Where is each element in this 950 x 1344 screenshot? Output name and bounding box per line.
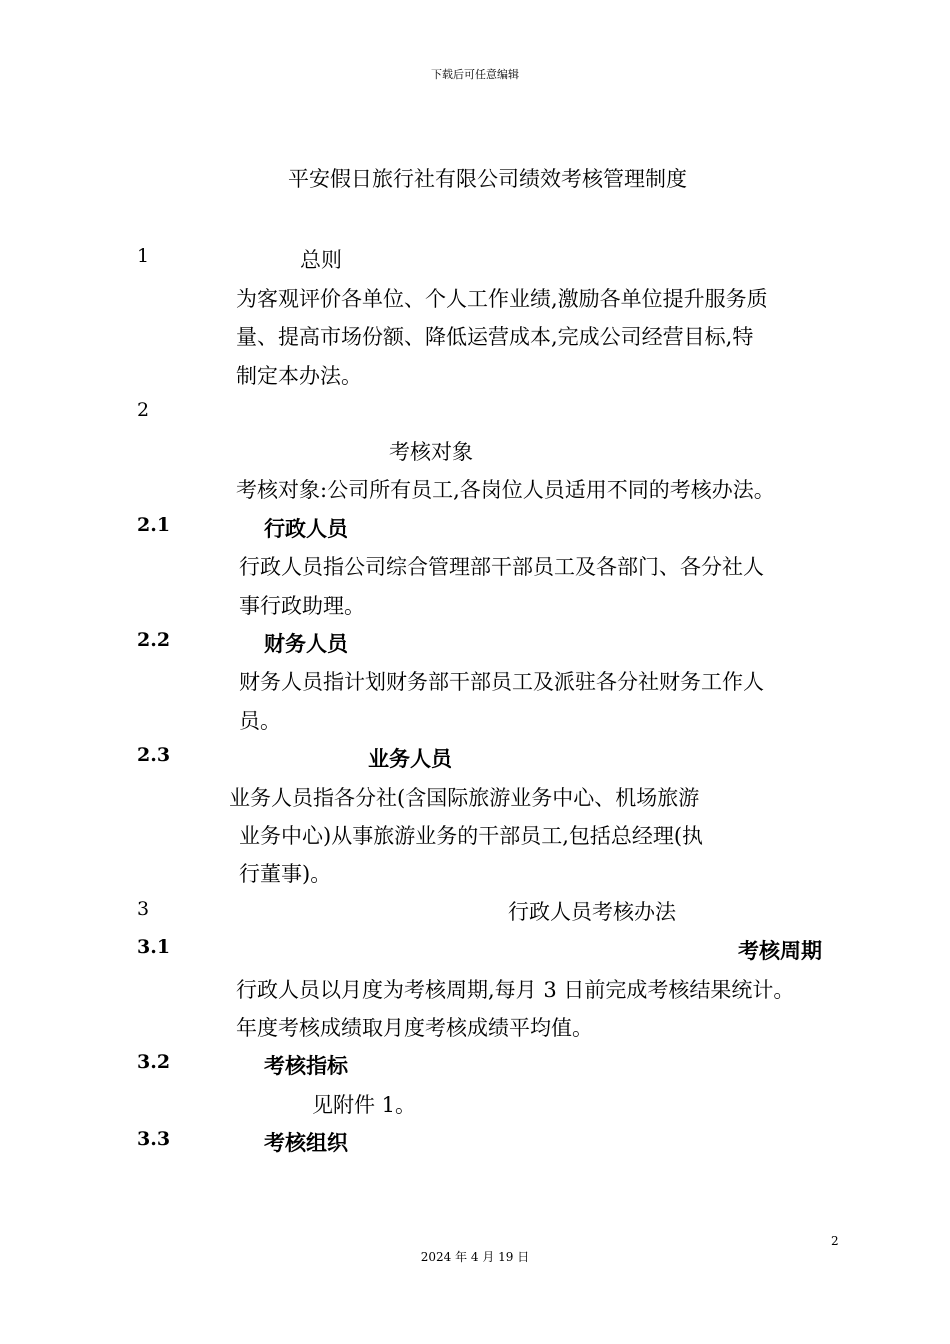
- document-title: 平安假日旅行社有限公司绩效考核管理制度: [288, 167, 687, 191]
- section-2-1-number: 2.1: [137, 514, 171, 536]
- section-3-1-heading: 考核周期: [738, 938, 822, 963]
- section-2-3-heading: 业务人员: [368, 746, 452, 771]
- section-1-line: 制定本办法。: [236, 364, 362, 388]
- section-2-3-line: 业务人员指各分社(含国际旅游业务中心、机场旅游: [229, 786, 700, 810]
- section-2-3-number: 2.3: [137, 744, 171, 766]
- section-1-heading: 总则: [300, 248, 342, 272]
- section-3-heading: 行政人员考核办法: [508, 900, 676, 924]
- section-3-1-line: 行政人员以月度为考核周期,每月 3 日前完成考核结果统计。: [236, 978, 795, 1002]
- section-3-number: 3: [137, 898, 150, 920]
- section-2-3-line: 业务中心)从事旅游业务的干部员工,包括总经理(执: [239, 824, 704, 848]
- section-2-2-line: 财务人员指计划财务部干部员工及派驻各分社财务工作人: [239, 670, 764, 694]
- section-2-1-line: 事行政助理。: [239, 594, 365, 618]
- section-2-3-line: 行董事)。: [239, 862, 332, 886]
- footer-date: 2024 年 4 月 19 日: [420, 1250, 530, 1264]
- page-header-note: 下载后可任意编辑: [431, 68, 519, 81]
- section-3-3-heading: 考核组织: [264, 1130, 348, 1155]
- section-2-2-heading: 财务人员: [264, 631, 348, 656]
- section-3-3-number: 3.3: [137, 1128, 171, 1150]
- section-3-1-line: 年度考核成绩取月度考核成绩平均值。: [236, 1016, 593, 1040]
- section-2-2-line: 员。: [239, 709, 281, 733]
- section-2-1-heading: 行政人员: [264, 516, 348, 541]
- section-3-2-line: 见附件 1。: [312, 1093, 417, 1117]
- section-2-line: 考核对象:公司所有员工,各岗位人员适用不同的考核办法。: [236, 478, 775, 502]
- section-3-1-number: 3.1: [137, 936, 171, 958]
- section-2-2-number: 2.2: [137, 629, 171, 651]
- section-3-2-heading: 考核指标: [264, 1053, 348, 1078]
- section-1-number: 1: [137, 245, 150, 267]
- section-1-line: 量、提高市场份额、降低运营成本,完成公司经营目标,特: [236, 325, 754, 349]
- section-2-number: 2: [137, 399, 150, 421]
- section-2-1-line: 行政人员指公司综合管理部干部员工及各部门、各分社人: [239, 555, 764, 579]
- page-number: 2: [831, 1234, 839, 1248]
- section-3-2-number: 3.2: [137, 1051, 171, 1073]
- section-2-heading: 考核对象: [389, 440, 473, 464]
- section-1-line: 为客观评价各单位、个人工作业绩,激励各单位提升服务质: [236, 287, 768, 311]
